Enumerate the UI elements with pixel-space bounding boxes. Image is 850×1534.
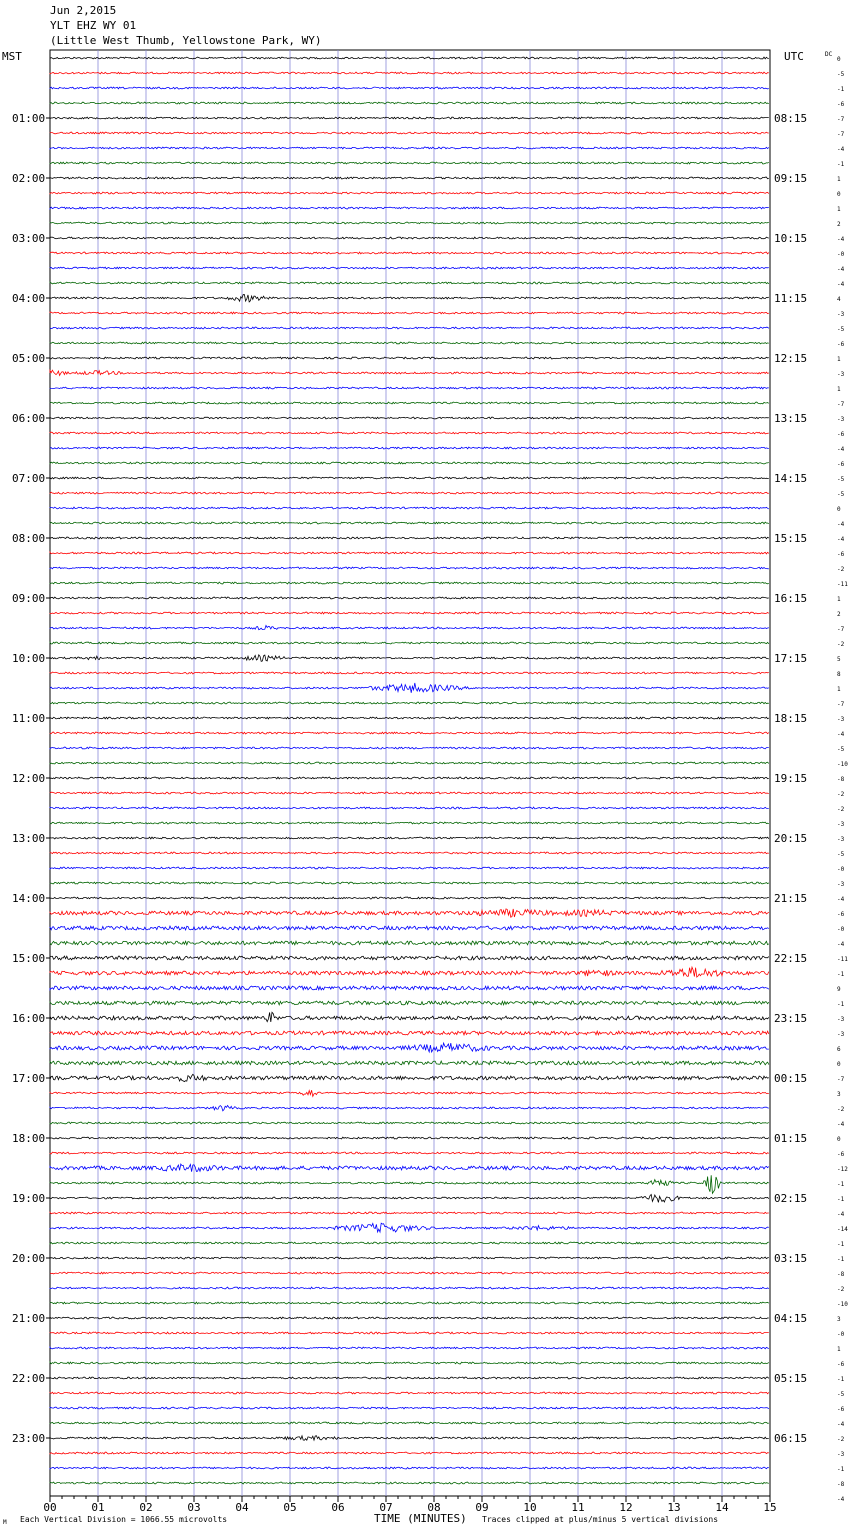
dc-offset-value: 1 [837,686,841,693]
dc-offset-value: -4 [837,1496,845,1503]
station-location: (Little West Thumb, Yellowstone Park, WY) [50,34,322,47]
seismic-trace [50,357,769,359]
dc-offset-value: -6 [837,341,845,348]
seismic-trace [50,642,769,644]
x-tick-label: 03 [187,1501,201,1514]
mst-hour-label: 02:00 [12,172,46,185]
seismic-trace [50,1195,769,1203]
dc-offset-value: -4 [837,1121,845,1128]
seismic-trace [50,132,769,134]
dc-offset-value: -3 [837,1016,845,1023]
dc-offset-value: -6 [837,461,845,468]
dc-offset-value: -0 [837,1331,845,1338]
dc-offset-value: -3 [837,311,845,318]
x-tick-label: 10 [523,1501,537,1514]
seismic-trace [50,117,769,119]
dc-offset-value: -4 [837,536,845,543]
seismic-trace [50,192,769,194]
dc-offset-value: -1 [837,1196,845,1203]
mst-hour-label: 10:00 [12,652,46,665]
seismic-trace [50,1106,769,1111]
dc-offset-value: -5 [837,746,845,753]
dc-offset-value: -1 [837,1001,845,1008]
seismic-trace [50,1223,769,1232]
dc-offset-value: -6 [837,551,845,558]
mst-hour-label: 20:00 [12,1252,46,1265]
seismic-trace [50,1257,769,1259]
utc-hour-label: 00:15 [774,1072,808,1085]
dc-offset-value: 4 [837,296,841,303]
dc-offset-value: -5 [837,71,845,78]
dc-offset-value: -8 [837,776,845,783]
dc-offset-value: -3 [837,821,845,828]
dc-offset-value: -11 [837,956,848,963]
seismic-trace [50,582,769,584]
dc-offset-value: 1 [837,356,841,363]
station-code: YLT EHZ WY 01 [50,19,137,32]
dc-offset-value: 0 [837,1061,841,1068]
dc-offset-value: -6 [837,1151,845,1158]
seismic-trace [50,897,769,899]
dc-offset-value: -6 [837,1406,845,1413]
seismic-trace [50,87,769,89]
seismic-trace [50,462,769,464]
dc-offset-value: -1 [837,161,845,168]
seismic-trace [50,852,769,854]
utc-hour-label: 01:15 [774,1132,808,1145]
utc-hour-label: 21:15 [774,892,808,905]
seismic-trace [50,1043,769,1052]
mst-hour-label: 15:00 [12,952,46,965]
dc-offset-value: -5 [837,1391,845,1398]
mst-hour-label: 09:00 [12,592,46,605]
x-tick-label: 06 [331,1501,345,1514]
seismic-trace [50,72,769,74]
x-tick-label: 00 [43,1501,57,1514]
dc-offset-value: -8 [837,1271,845,1278]
dc-offset-value: -2 [837,1436,845,1443]
dc-offset-value: 0 [837,191,841,198]
utc-hour-label: 10:15 [774,232,808,245]
dc-offset-value: -1 [837,971,845,978]
utc-hour-label: 20:15 [774,832,808,845]
utc-timezone-label: UTC [784,50,804,63]
dc-offset-value: 9 [837,986,841,993]
seismic-trace [50,1317,769,1319]
utc-hour-label: 14:15 [774,472,808,485]
utc-hour-label: 12:15 [774,352,808,365]
dc-offset-value: -4 [837,446,845,453]
dc-offset-value: -4 [837,281,845,288]
dc-offset-value: -4 [837,236,845,243]
utc-hour-label: 11:15 [774,292,808,305]
dc-offset-value: -7 [837,401,845,408]
plot-date: Jun 2,2015 [50,4,117,17]
dc-offset-value: -7 [837,131,845,138]
dc-offset-value: 2 [837,221,841,228]
seismic-trace [50,57,769,59]
seismic-trace [50,147,769,149]
utc-hour-label: 09:15 [774,172,808,185]
mst-hour-label: 05:00 [12,352,46,365]
seismic-trace [50,295,769,302]
x-tick-label: 09 [475,1501,489,1514]
mst-hour-label: 13:00 [12,832,46,845]
x-tick-label: 07 [379,1501,393,1514]
seismic-trace [50,612,769,614]
seismic-trace [50,1137,769,1139]
seismic-trace [50,732,769,734]
seismic-trace [50,162,769,164]
dc-offset-value: -4 [837,1211,845,1218]
seismic-trace [50,882,769,884]
dc-offset-value: -2 [837,641,845,648]
seismic-trace [50,1090,769,1096]
seismic-trace [50,1362,769,1364]
dc-offset-value: -5 [837,326,845,333]
x-tick-label: 04 [235,1501,249,1514]
dc-offset-value: -4 [837,896,845,903]
dc-offset-value: 0 [837,506,841,513]
dc-offset-value: 3 [837,1316,841,1323]
utc-hour-label: 19:15 [774,772,808,785]
dc-offset-value: 1 [837,206,841,213]
mst-hour-label: 21:00 [12,1312,46,1325]
seismic-trace [50,1175,769,1193]
utc-hour-label: 16:15 [774,592,808,605]
seismic-trace [50,597,769,599]
dc-offset-value: -4 [837,266,845,273]
seismic-trace [50,102,769,104]
dc-offset-header: DC [825,51,833,58]
utc-hour-label: 04:15 [774,1312,808,1325]
dc-offset-value: -10 [837,1301,848,1308]
seismic-trace [50,507,769,509]
seismic-trace [50,282,769,284]
seismic-trace [50,837,769,839]
seismic-trace [50,672,769,674]
dc-offset-value: -3 [837,881,845,888]
vertical-division-note: Each Vertical Division = 1066.55 microvolts [20,1515,228,1524]
seismic-trace [50,312,769,314]
mst-hour-label: 22:00 [12,1372,46,1385]
seismic-trace [50,1302,769,1304]
mst-hour-label: 07:00 [12,472,46,485]
x-tick-label: 01 [91,1501,105,1514]
x-tick-label: 12 [619,1501,633,1514]
mst-hour-label: 01:00 [12,112,46,125]
dc-offset-value: -1 [837,1466,845,1473]
dc-offset-value: -1 [837,1256,845,1263]
dc-offset-value: -2 [837,566,845,573]
seismic-trace [50,207,769,209]
seismic-trace [50,267,769,269]
dc-offset-value: -7 [837,701,845,708]
seismic-trace [50,1422,769,1424]
seismic-trace [50,777,769,779]
seismic-trace [50,1407,769,1409]
seismic-trace [50,956,769,960]
dc-offset-value: -2 [837,1286,845,1293]
mst-hour-label: 14:00 [12,892,46,905]
seismic-trace [50,327,769,329]
dc-offset-value: 0 [837,1136,841,1143]
seismic-trace [50,807,769,809]
dc-offset-value: -11 [837,581,848,588]
utc-hour-label: 06:15 [774,1432,808,1445]
seismic-trace [50,1012,769,1022]
mst-hour-label: 08:00 [12,532,46,545]
x-tick-label: 11 [571,1501,585,1514]
mst-hour-label: 06:00 [12,412,46,425]
utc-hour-label: 02:15 [774,1192,808,1205]
utc-hour-label: 13:15 [774,412,808,425]
seismic-trace [50,747,769,749]
dc-offset-value: -6 [837,1361,845,1368]
dc-offset-value: -2 [837,1106,845,1113]
mst-hour-label: 11:00 [12,712,46,725]
dc-offset-value: -4 [837,731,845,738]
seismic-trace [50,522,769,524]
dc-offset-value: -12 [837,1166,848,1173]
dc-offset-value: -3 [837,716,845,723]
seismic-trace [50,1152,769,1154]
utc-hour-label: 05:15 [774,1372,808,1385]
dc-offset-value: 0 [837,56,841,63]
utc-hour-label: 23:15 [774,1012,808,1025]
seismic-trace [50,1212,769,1214]
seismic-trace [50,252,769,254]
seismic-trace [50,1332,769,1334]
dc-offset-value: -3 [837,416,845,423]
dc-offset-value: -3 [837,836,845,843]
seismic-trace [50,683,769,693]
mst-hour-label: 17:00 [12,1072,46,1085]
corner-mark: M [3,1519,7,1526]
dc-offset-value: -1 [837,1181,845,1188]
seismic-trace [50,177,769,179]
seismic-trace [50,655,769,662]
mst-hour-label: 12:00 [12,772,46,785]
seismic-trace [50,537,769,539]
seismic-trace [50,387,769,389]
seismic-trace [50,967,769,977]
dc-offset-value: 5 [837,656,841,663]
dc-offset-value: -3 [837,1031,845,1038]
dc-offset-value: 8 [837,671,841,678]
seismic-trace [50,1031,769,1035]
seismic-trace [50,1001,769,1005]
dc-offset-value: -5 [837,491,845,498]
mst-hour-label: 04:00 [12,292,46,305]
x-tick-label: 14 [715,1501,729,1514]
seismic-trace [50,1467,769,1469]
mst-hour-label: 19:00 [12,1192,46,1205]
dc-offset-value: -1 [837,86,845,93]
dc-offset-value: -6 [837,101,845,108]
seismic-trace [50,342,769,344]
mst-hour-label: 03:00 [12,232,46,245]
dc-offset-value: -8 [837,1481,845,1488]
dc-offset-value: 1 [837,596,841,603]
seismic-trace [50,1392,769,1394]
dc-offset-value: -4 [837,941,845,948]
dc-offset-value: 3 [837,1091,841,1098]
seismic-trace [50,941,769,945]
seismic-trace [50,1164,769,1172]
seismic-trace [50,1452,769,1454]
seismic-trace [50,552,769,554]
x-tick-label: 02 [139,1501,153,1514]
seismic-trace [50,417,769,419]
dc-offset-value: -5 [837,476,845,483]
dc-offset-value: 1 [837,386,841,393]
seismic-trace [50,1377,769,1379]
x-tick-label: 05 [283,1501,297,1514]
seismic-trace [50,477,769,479]
utc-hour-label: 15:15 [774,532,808,545]
mst-timezone-label: MST [2,50,22,63]
dc-offset-value: -3 [837,1451,845,1458]
seismic-trace [50,370,769,375]
seismic-trace [50,447,769,449]
dc-offset-value: -1 [837,1376,845,1383]
x-tick-label: 15 [763,1501,777,1514]
dc-offset-value: -7 [837,626,845,633]
dc-offset-value: -4 [837,521,845,528]
plot-frame [50,50,770,1496]
seismic-trace [50,792,769,794]
seismic-trace [50,1272,769,1274]
dc-offset-value: -0 [837,926,845,933]
seismic-trace [50,237,769,239]
seismic-trace [50,567,769,569]
seismic-trace [50,1074,769,1081]
dc-offset-value: -14 [837,1226,848,1233]
seismic-trace [50,1482,769,1484]
dc-offset-value: -5 [837,851,845,858]
x-tick-label: 13 [667,1501,681,1514]
mst-hour-label: 23:00 [12,1432,46,1445]
dc-offset-value: -4 [837,1421,845,1428]
dc-offset-value: -6 [837,911,845,918]
seismic-trace [50,717,769,719]
clipping-note: Traces clipped at plus/minus 5 vertical divisions [482,1515,719,1524]
dc-offset-value: -4 [837,146,845,153]
seismic-trace [50,626,769,630]
utc-hour-label: 08:15 [774,112,808,125]
seismic-trace [50,909,769,917]
dc-offset-value: 1 [837,1346,841,1353]
dc-offset-value: -10 [837,761,848,768]
seismic-trace [50,432,769,434]
dc-offset-value: -0 [837,866,845,873]
seismic-trace [50,1287,769,1289]
seismic-trace [50,986,769,990]
mst-hour-label: 16:00 [12,1012,46,1025]
dc-offset-value: -1 [837,1241,845,1248]
dc-offset-value: 6 [837,1046,841,1053]
seismic-trace [50,1242,769,1244]
dc-offset-value: -7 [837,1076,845,1083]
seismic-trace [50,822,769,824]
x-tick-label: 08 [427,1501,441,1514]
seismic-trace [50,762,769,764]
seismic-trace [50,702,769,704]
seismic-trace [50,1436,769,1441]
utc-hour-label: 22:15 [774,952,808,965]
x-axis-title: TIME (MINUTES) [374,1512,467,1525]
dc-offset-value: -2 [837,806,845,813]
utc-hour-label: 18:15 [774,712,808,725]
dc-offset-value: -2 [837,791,845,798]
seismic-trace [50,926,769,930]
dc-offset-value: -7 [837,116,845,123]
seismic-trace [50,1347,769,1349]
seismic-trace [50,492,769,494]
dc-offset-value: -3 [837,371,845,378]
seismic-trace [50,1061,769,1065]
dc-offset-value: 2 [837,611,841,618]
utc-hour-label: 17:15 [774,652,808,665]
seismic-trace [50,402,769,404]
utc-hour-label: 03:15 [774,1252,808,1265]
seismic-trace [50,222,769,224]
dc-offset-value: -6 [837,431,845,438]
dc-offset-value: 1 [837,176,841,183]
mst-hour-label: 18:00 [12,1132,46,1145]
dc-offset-value: -0 [837,251,845,258]
seismic-trace [50,867,769,869]
seismic-trace [50,1122,769,1124]
